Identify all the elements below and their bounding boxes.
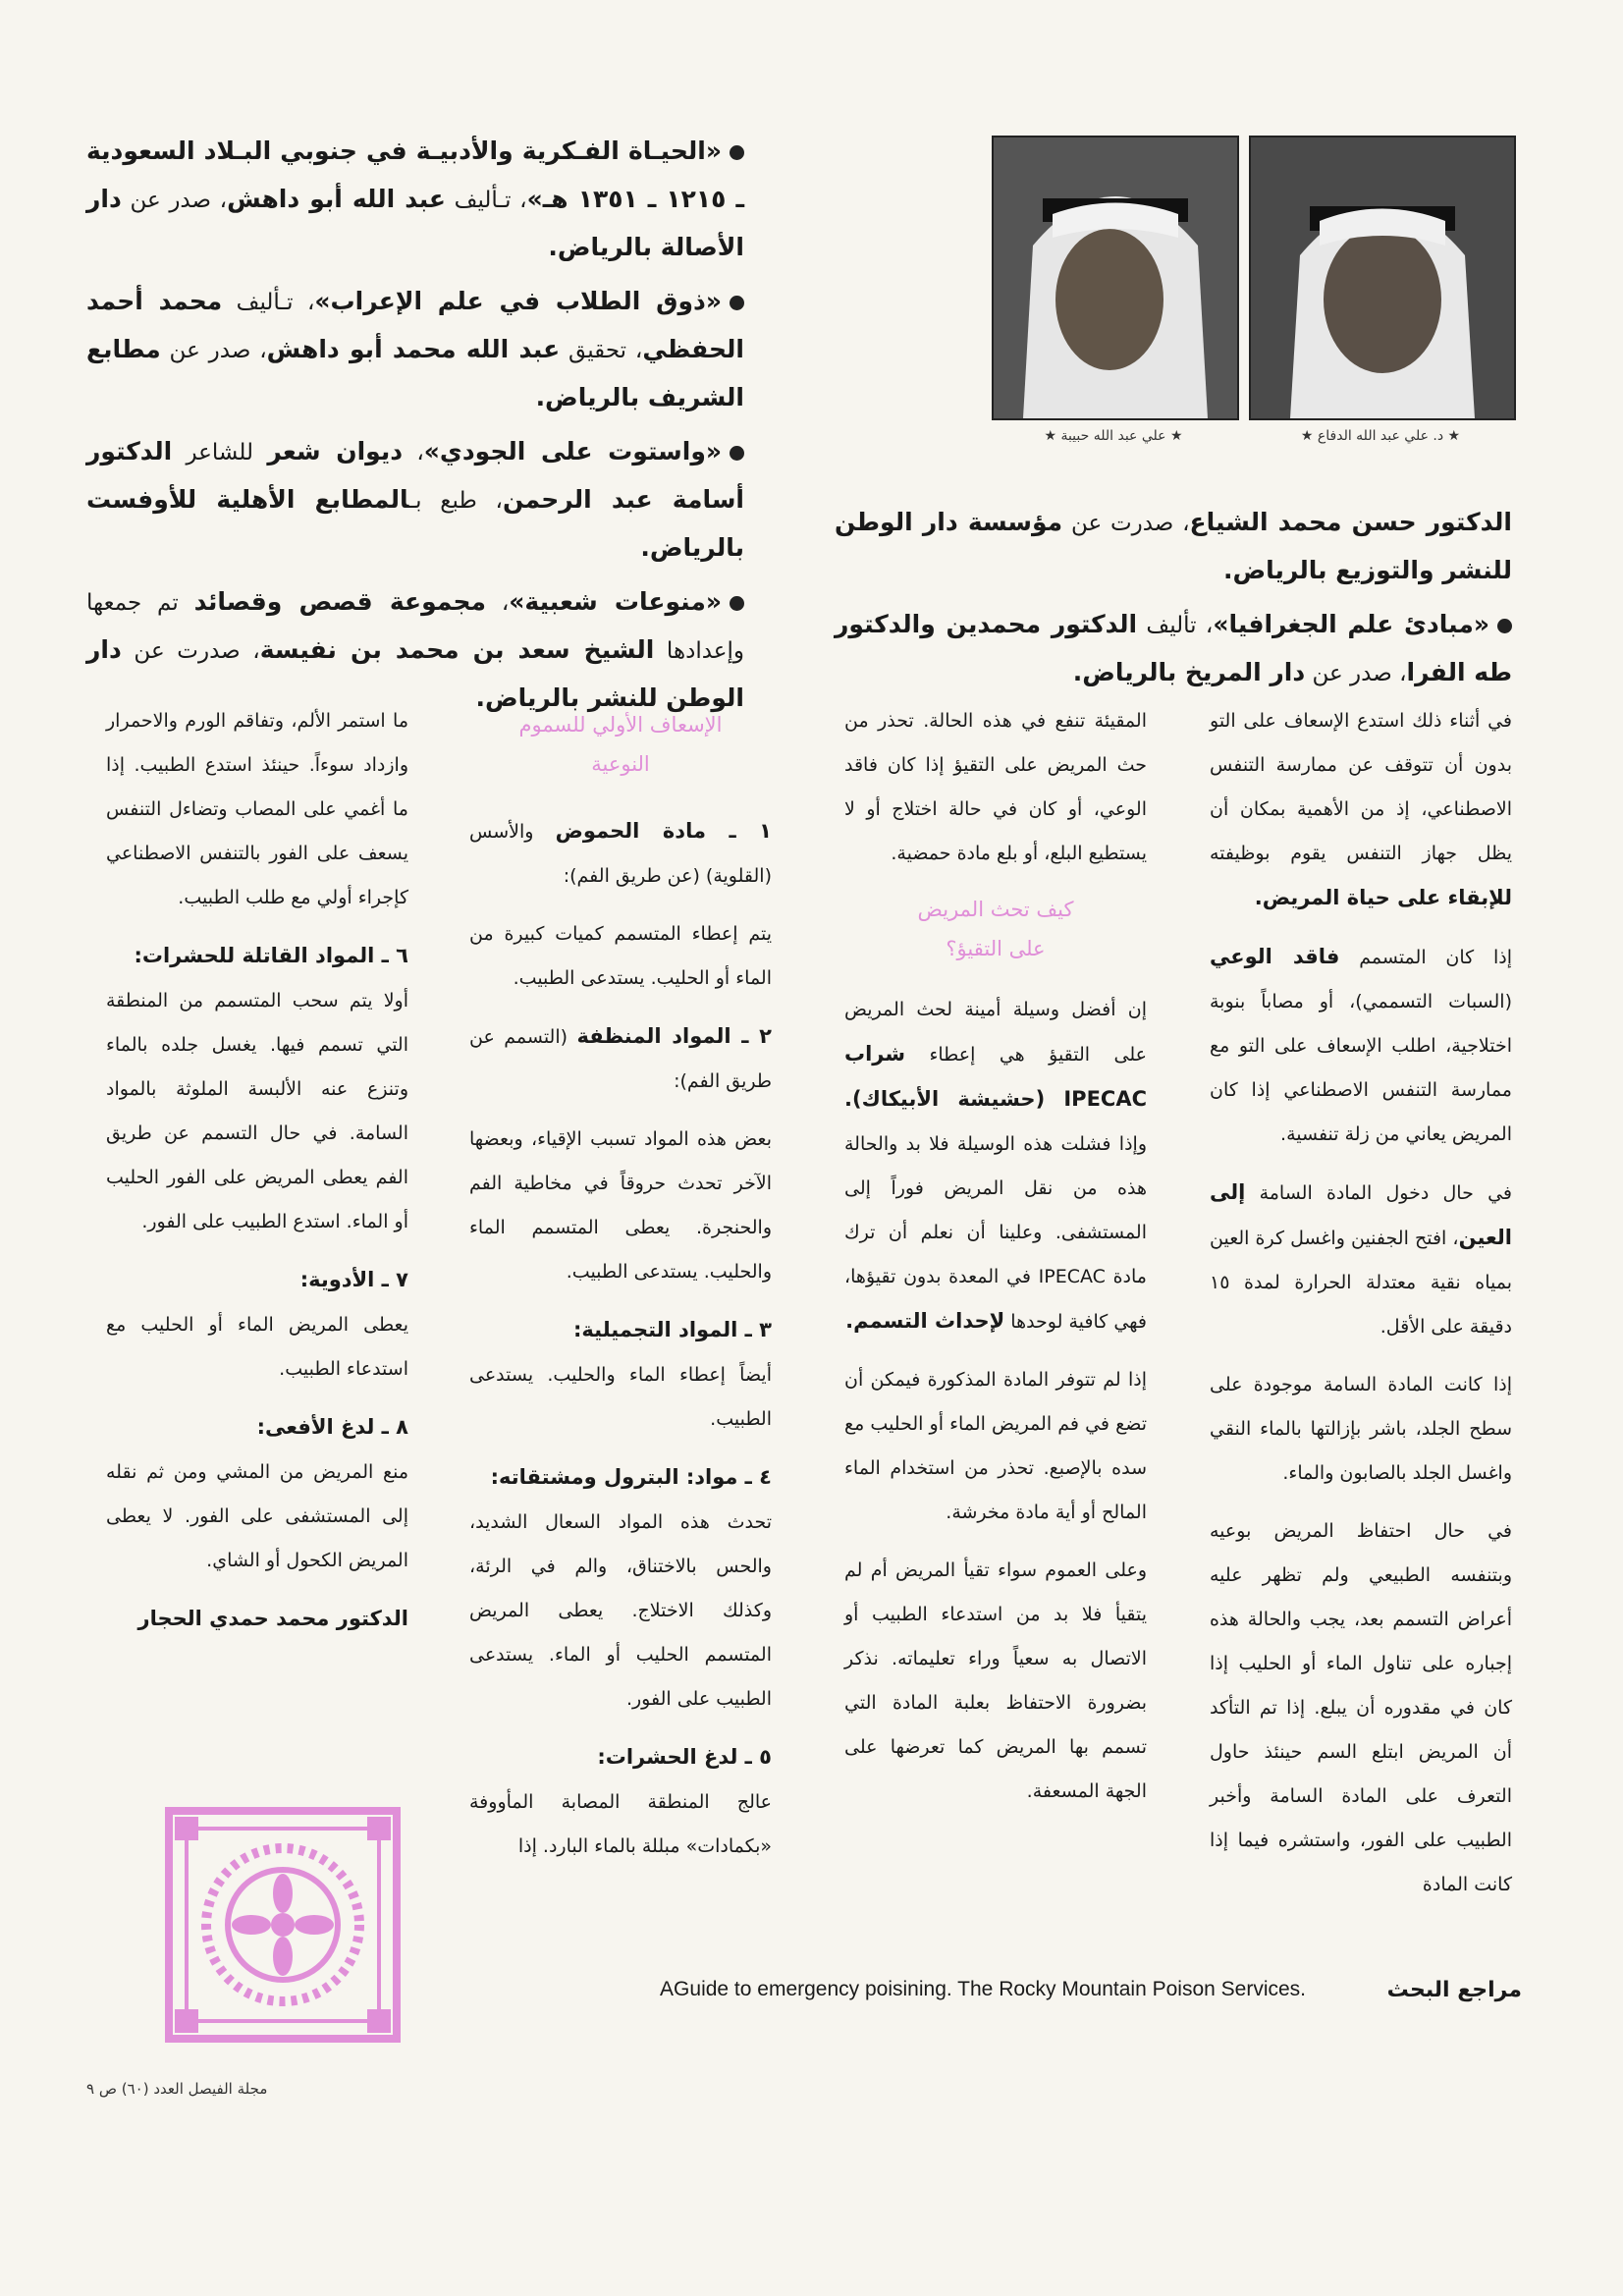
list-item-body: منع المريض من المشي ومن ثم نقله إلى المستشفى على الفور. لا يعطى المريض الكحول أو الشاي. <box>106 1461 408 1571</box>
list-item-body: أولا يتم سحب المتسمم من المنطقة التي تسمم فيها. يغسل جلده بالماء وتنزع عنه الألبسة الملوثة بالمواد السامة. في حال التسمم عن طريق الفم يعطى المريض على الفور الحليب أو الماء. استدع الطبيب على الفور. <box>106 990 408 1232</box>
book-list <box>86 128 744 729</box>
paragraph: إذا كانت المادة السامة موجودة على سطح الجلد، باشر بإزالتها بالماء النقي واغسل الجلد بالصابون والماء. <box>1210 1374 1512 1484</box>
photo-caption-left: ★ علي عبد الله حبيبة ★ <box>1044 428 1183 444</box>
article-author: الدكتور محمد حمدي الحجار <box>137 1607 408 1630</box>
article-column-2 <box>844 699 1147 1828</box>
list-item-body: يعطى المريض الماء أو الحليب مع استدعاء الطبيب. <box>106 1314 408 1380</box>
bullet-icon <box>1497 619 1512 633</box>
bullet-icon <box>730 296 744 310</box>
article-column-1 <box>1210 699 1512 1921</box>
paragraph: إذا لم تتوفر المادة المذكورة فيمكن أن تضع في فم المريض الماء أو الحليب مع سده بالإصبع. تحذر من استخدام الماء المالح أو أية مادة مخرشة. <box>844 1369 1147 1523</box>
list-item: ٨ ـ لدغ الأفعى: <box>256 1415 408 1439</box>
paragraph: وعلى العموم سواء تقيأ المريض أم لم يتقيأ فلا بد من استدعاء الطبيب أو الاتصال به سعياً وراء تعليماته. نذكر بضرورة الاحتفاظ بعلبة المادة التي تسمم بها المريض كما تعرضها على الجهة المسعفة. <box>844 1559 1147 1802</box>
article-column-4 <box>106 699 408 1656</box>
photo-caption-right: ★ د. علي عبد الله الدفاع ★ <box>1300 428 1461 444</box>
list-item: ٤ ـ مواد: البترول ومشتقاته: <box>490 1465 772 1489</box>
bullet-icon <box>730 596 744 611</box>
list-item: ٣ ـ المواد التجميلية: <box>573 1318 772 1341</box>
list-item: ٢ ـ المواد المنظفة (التسمم عن طريق الفم): <box>469 1024 772 1092</box>
list-item: ٥ ـ لدغ الحشرات: <box>597 1745 772 1769</box>
bullet-icon <box>730 446 744 461</box>
list-item: ٧ ـ الأدوية: <box>299 1268 408 1291</box>
bullet-icon <box>730 145 744 160</box>
list-item-body: أيضاً إعطاء الماء والحليب. يستدعى الطبيب. <box>469 1364 772 1430</box>
book-entry: «ذوق الطلاب في علم الإعراب»، تـأليف محمد أحمد الحفظي، تحقيق عبد الله محمد أبو داهش، صدر عن مطابع الشريف بالرياض. <box>86 287 744 411</box>
book-entry: الدكتور حسن محمد الشياع، صدرت عن مؤسسة دار الوطن للنشر والتوزيع بالرياض. <box>835 508 1513 584</box>
paragraph: إن أفضل وسيلة أمينة لحث المريض على التقيؤ هي إعطاء شراب IPECAC (حشيشة الأبيكاك). وإذا فشلت هذه الوسيلة فلا بد والحالة هذه من نقل المريض فوراً إلى المستشفى. وعلينا أن نعلم أن ترك مادة IPECAC في المعدة بدون تقيؤها، فهي كافية لوحدها لإحداث التسمم. <box>844 999 1147 1333</box>
paragraph: إذا كان المتسمم فاقد الوعي (السبات التسممي)، أو مصاباً بنوبة اختلاجية، اطلب الإسعاف على التو مع ممارسة التنفس الاصطناعي إذا كان المريض يعاني من زلة تنفسية. <box>1210 945 1513 1145</box>
paragraph: المقيئة تنفع في هذه الحالة. تحذر من حث المريض على التقيؤ إذا كان فاقد الوعي، أو كان في حالة اختلاج أو لا يستطيع البلع، أو بلع مادة حمضية. <box>844 710 1147 864</box>
references-label: مراجع البحث <box>1386 1978 1522 2002</box>
paragraph: ما استمر الألم، وتفاقم الورم والاحمرار وازداد سوءاً. حينئذ استدع الطبيب. إذا ما أغمي على المصاب وتضاءل التنفس يسعف على الفور بالتنفس الاصطناعي كإجراء أولي مع طلب الطبيب. <box>106 710 408 908</box>
references <box>363 1978 1522 2017</box>
book-entry: «الحيـاة الفـكرية والأدبيـة في جنوبي البـلاد السعودية ـ ١٢١٥ ـ ١٣٥١ هـ»، تـأليف عبد الله أبو داهش، صدر عن دار الأصالة بالرياض. <box>86 137 744 261</box>
book-entry: «مبادئ علم الجغرافيا»، تأليف الدكتور محمدين والدكتور طه الفرا، صدر عن دار المريخ بالرياض. <box>835 610 1512 686</box>
page-footer: مجلة الفيصل العدد (٦٠) ص ٩ <box>86 2080 268 2098</box>
paragraph: في حال احتفاظ المريض بوعيه وبتنفسه الطبيعي ولم تظهر عليه أعراض التسمم بعد، يجب والحالة هذه إجباره على تناول الماء أو الحليب إذا كان في مقدوره أن يبلع. إذا تم التأكد أن المريض ابتلع السم حينئذ حاول التعرف على المادة السامة وأخبر الطبيب على الفور، واستشره فيما إذا كانت المادة <box>1210 1520 1512 1895</box>
list-item: ١ ـ مادة الحموض والأسس (القلوية) (عن طريق الفم): <box>469 819 772 887</box>
book-entry: «منوعات شعبية»، مجموعة قصص وقصائد تم جمعها وإعدادها الشيخ سعد بن محمد بن نفيسة، صدرت عن دار الوطن للنشر بالرياض. <box>86 587 744 712</box>
section-heading: كيف تحث المريض على التقيؤ؟ <box>917 898 1074 960</box>
paragraph: في حال دخول المادة السامة إلى العين، افتح الجفنين واغسل كرة العين بمياه نقية معتدلة الحرارة لمدة ١٥ دقيقة على الأقل. <box>1210 1180 1512 1338</box>
article-column-3 <box>469 699 772 1883</box>
list-item-body: تحدث هذه المواد السعال الشديد، والحس بالاختناق، والم في الرئة، وكذلك الاختلاج. يعطى المريض المتسمم الحليب أو الماء. يستدعى الطبيب على الفور. <box>469 1511 772 1710</box>
list-item-body: بعض هذه المواد تسبب الإقياء، وبعضها الآخر تحدث حروقاً في مخاطية الفم والحنجرة. يعطى المتسمم الماء والحليب. يستدعى الطبيب. <box>469 1128 772 1283</box>
top-right-text <box>835 499 1512 703</box>
list-item-body: يتم إعطاء المتسمم كميات كبيرة من الماء أو الحليب. يستدعى الطبيب. <box>469 923 772 989</box>
references-text: AGuide to emergency poisining. The Rocky Mountain Poison Services. <box>660 1978 1306 2000</box>
portrait-photo-left <box>992 136 1239 420</box>
book-entry: «واستوت على الجودي»، ديوان شعر للشاعر الدكتور أسامة عبد الرحمن، طبع بـالمطابع الأهلية للأوفست بالرياض. <box>86 437 744 562</box>
list-item: ٦ ـ المواد القاتلة للحشرات: <box>134 944 408 967</box>
paragraph: في أثناء ذلك استدع الإسعاف على التو بدون أن تتوقف عن ممارسة التنفس الاصطناعي، إذ من الأهمية بمكان أن يظل جهاز التنفس يقوم بوظيفته للإبقاء على حياة المريض. <box>1210 710 1512 909</box>
portrait-photo-right <box>1249 136 1516 420</box>
list-item-body: عالج المنطقة المصابة المأووفة «بكمادات» مبللة بالماء البارد. إذا <box>469 1791 772 1857</box>
section-heading: الإسعاف الأولي للسموم النوعية <box>518 713 723 776</box>
